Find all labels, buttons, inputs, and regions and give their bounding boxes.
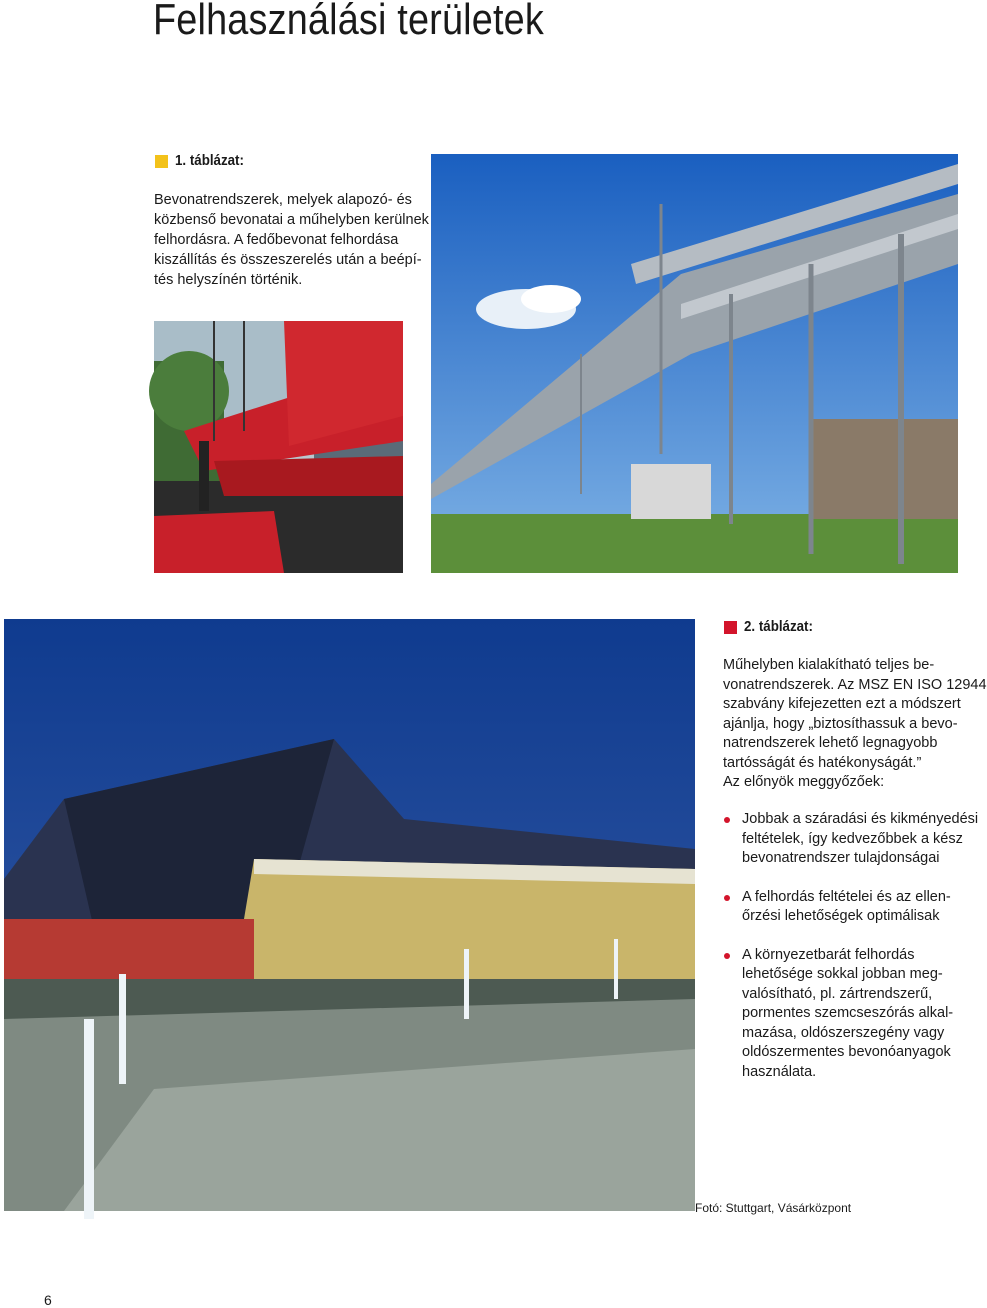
benefits-list bbox=[723, 810, 978, 1101]
table2-heading-label: 2. táblázat: bbox=[744, 619, 813, 635]
table1-line: Bevonatrendszerek, melyek alapozó- és bbox=[154, 192, 412, 208]
table1-description bbox=[154, 190, 429, 290]
table1-line: tés helyszínén történik. bbox=[154, 272, 303, 288]
bullet-line: őrzési lehetőségek optimálisak bbox=[742, 908, 940, 924]
table1-line: felhordásra. A fedőbevonat felhordása bbox=[154, 232, 399, 248]
bullet-icon bbox=[724, 895, 730, 901]
table2-line: Műhelyben kialakítható teljes be- bbox=[723, 657, 935, 673]
table2-line: natrendszerek lehető legnagyobb bbox=[723, 735, 938, 751]
bullet-line: Jobbak a száradási és kikményedési bbox=[742, 811, 979, 827]
bullet-line: feltételek, így kedvezőbbek a kész bbox=[742, 830, 963, 847]
bullet-line: pormentes szemcseszórás alkal- bbox=[742, 1005, 954, 1021]
page-number: 6 bbox=[44, 1292, 52, 1308]
table2-line: vonatrendszerek. Az MSZ EN ISO 12944 bbox=[723, 676, 987, 693]
photo-caption: Fotó: Stuttgart, Vásárközpont bbox=[695, 1201, 852, 1215]
bullet-line: A felhordás feltételei és az ellen- bbox=[742, 888, 951, 905]
bullet-icon bbox=[724, 953, 730, 959]
table1-heading bbox=[155, 153, 250, 169]
bullet-line: valósítható, pl. zártrendszerű, bbox=[742, 985, 933, 1002]
bullet-line: használata. bbox=[742, 1063, 817, 1080]
table2-line: tartósságát és hatékonyságát.” bbox=[723, 754, 922, 771]
bullet-line: oldószermentes bevonóanyagok bbox=[742, 1044, 951, 1060]
table1-line: kiszállítás és összeszerelés után a beépí- bbox=[154, 252, 422, 268]
table1-heading-label: 1. táblázat: bbox=[175, 153, 244, 169]
page-title: Felhasználási területek bbox=[153, 0, 544, 44]
bullet-line: A környezetbarát felhordás bbox=[742, 946, 915, 963]
list-item bbox=[723, 888, 978, 927]
table2-heading bbox=[724, 619, 819, 635]
red-marker-icon bbox=[724, 621, 737, 634]
pipe-bridge-photo bbox=[431, 154, 958, 573]
red-steel-beams-photo bbox=[154, 321, 403, 573]
bullet-icon bbox=[724, 817, 730, 823]
bullet-line: mazása, oldószerszegény vagy bbox=[742, 1024, 945, 1041]
bullet-line: lehetősége sokkal jobban meg- bbox=[742, 966, 943, 982]
table2-line: Az előnyök meggyőzőek: bbox=[723, 774, 885, 790]
table2-line: ajánlja, hogy „biztosíthassuk a bevo- bbox=[723, 715, 958, 732]
table2-line: szabvány kifejezetten ezt a módszert bbox=[723, 696, 961, 712]
yellow-marker-icon bbox=[155, 155, 168, 168]
table2-description bbox=[723, 656, 987, 793]
bullet-line: bevonatrendszer tulajdonságai bbox=[742, 850, 940, 866]
list-item bbox=[723, 810, 978, 869]
table1-line: közbenső bevonatai a műhelyben kerülnek bbox=[154, 212, 429, 228]
list-item bbox=[723, 946, 978, 1083]
stuttgart-fair-night-photo bbox=[4, 619, 695, 1211]
